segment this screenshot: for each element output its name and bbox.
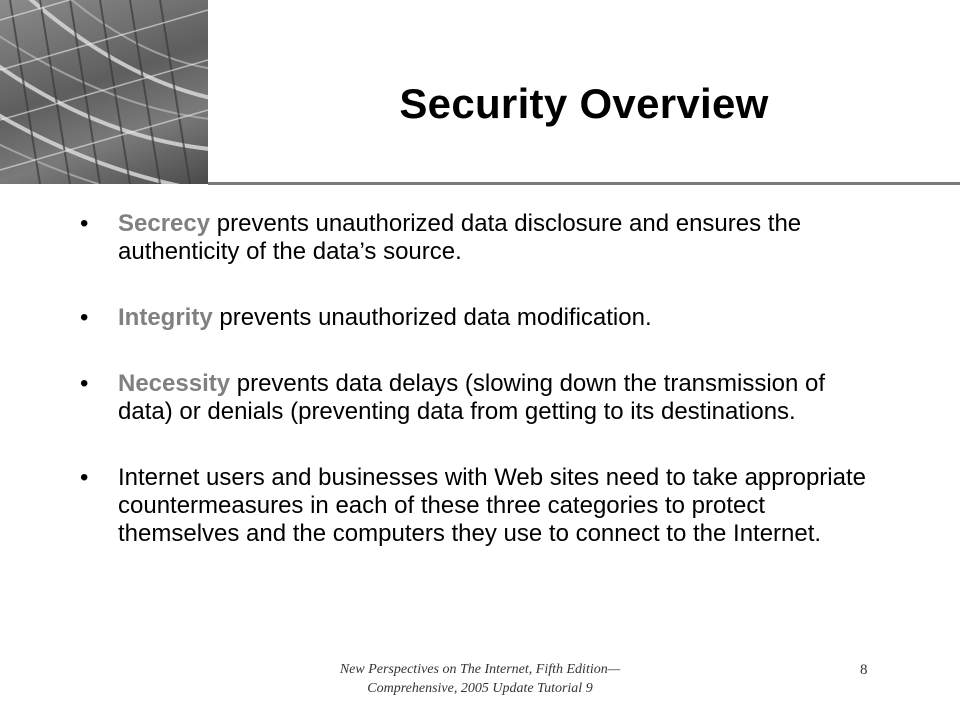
bullet-text: Internet users and businesses with Web sites need to take appropriate countermeasures in each of these three categories to protect themselves and the computers they use to connect to the Internet. (118, 464, 866, 547)
bullet-item-integrity (80, 304, 880, 332)
bullet-glyph: • (80, 304, 89, 331)
bullet-term: Integrity (118, 304, 213, 331)
bullet-text: prevents unauthorized data disclosure and ensures the authenticity of the data’s source. (118, 210, 802, 265)
bullet-glyph: • (80, 210, 89, 237)
footer-line-1: New Perspectives on The Internet, Fifth Edition— (339, 662, 621, 677)
bullet-glyph: • (80, 464, 89, 491)
header-photo-steel-structure (0, 0, 208, 184)
page-number: 8 (860, 662, 868, 678)
bullet-item-secrecy (80, 210, 880, 266)
bullet-text: prevents unauthorized data modification. (212, 304, 652, 331)
bullet-list (80, 210, 880, 548)
bullet-term: Secrecy (118, 210, 211, 237)
bullet-text: prevents data delays (slowing down the transmission of data) or denials (preventing data from getting to its destinations. (118, 370, 826, 425)
bullet-term: Necessity (118, 370, 231, 397)
footer-citation (300, 660, 660, 698)
bullet-glyph: • (80, 370, 89, 397)
footer-line-2: Comprehensive, 2005 Update Tutorial 9 (367, 681, 593, 696)
slide-title: Security Overview (399, 80, 769, 127)
bullet-item-necessity (80, 370, 880, 426)
bullet-item-countermeasures (80, 464, 880, 548)
header-divider (208, 182, 960, 185)
